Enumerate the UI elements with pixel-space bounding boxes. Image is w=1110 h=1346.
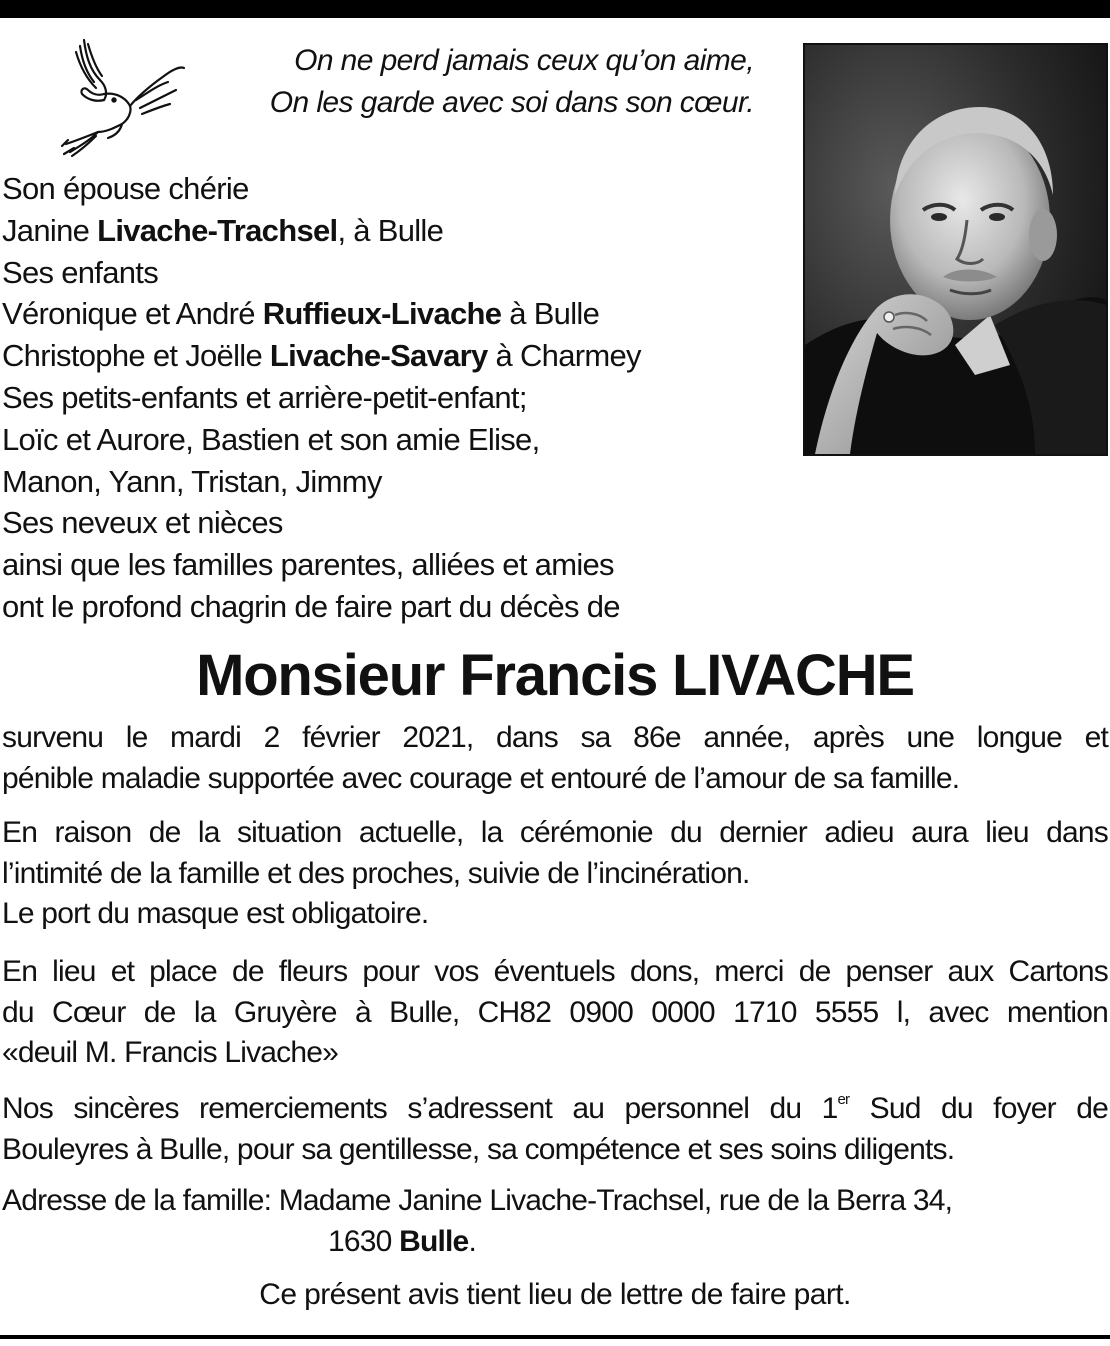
- donations-line: En lieu et place de fleurs pour vos éventuels dons, merci de penser aux Cartons: [2, 955, 1108, 988]
- child1-place: à Bulle: [501, 296, 600, 332]
- donations-paragraph: [2, 952, 1108, 1074]
- spouse-surname: Livache-Trachsel: [97, 212, 338, 248]
- bottom-rule: [0, 1335, 1110, 1339]
- thanks-line: Bouleyres à Bulle, pour sa gentillesse, sa compétence et ses soins diligents.: [2, 1132, 955, 1166]
- address-city-suffix: .: [468, 1224, 476, 1258]
- spouse-intro: Son épouse chérie: [2, 171, 249, 206]
- ceremony-paragraph: [2, 813, 1108, 935]
- top-rule: [0, 0, 1110, 18]
- spouse-place: , à Bulle: [337, 212, 444, 248]
- child2-place: à Charmey: [487, 338, 641, 374]
- deceased-name: Monsieur Francis LIVACHE: [196, 643, 914, 708]
- child-line-1: [2, 293, 792, 335]
- child1-surname: Ruffieux-Livache: [262, 296, 502, 332]
- address-city: Bulle: [399, 1224, 469, 1258]
- address-line: Adresse de la famille: Madame Janine Livache-Trachsel, rue de la Berra 34,: [2, 1184, 953, 1217]
- death-paragraph: [2, 718, 1108, 799]
- closing-note: Ce présent avis tient lieu de lettre de faire part.: [259, 1278, 851, 1311]
- announcement-line: ont le profond chagrin de faire part du décès de: [2, 588, 620, 624]
- spouse-first: Janine: [2, 212, 98, 248]
- grandchildren-line-2: Manon, Yann, Tristan, Jimmy: [2, 463, 382, 499]
- relatives-line: ainsi que les familles parentes, alliées et amies: [2, 547, 614, 583]
- epigraph-line: On les garde avec soi dans son cœur.: [269, 86, 754, 119]
- address-postcode: 1630: [328, 1224, 400, 1258]
- family-list: [2, 168, 792, 628]
- address-paragraph: [2, 1181, 1108, 1262]
- thanks-line: [2, 1089, 1108, 1130]
- epigraph-line: On ne perd jamais ceux qu’on aime,: [294, 44, 754, 77]
- thanks-superscript: er: [837, 1091, 850, 1108]
- spouse-line: [2, 210, 792, 252]
- grandchildren-line-1: Loïc et Aurore, Bastien et son amie Elise,: [2, 421, 540, 457]
- donations-line: «deuil M. Francis Livache»: [2, 1036, 339, 1069]
- thanks-text-b: Sud du foyer de: [849, 1092, 1108, 1125]
- thanks-paragraph: [2, 1089, 1108, 1170]
- child2-surname: Livache-Savary: [269, 338, 488, 374]
- child1-first: Véronique et André: [2, 296, 263, 332]
- epigraph: [150, 40, 754, 124]
- death-line: pénible maladie supportée avec courage et entouré de l’amour de sa famille.: [2, 761, 960, 795]
- grandchildren-intro: Ses petits-enfants et arrière-petit-enfant;: [2, 379, 527, 415]
- ceremony-line: En raison de la situation actuelle, la cérémonie du dernier adieu aura lieu dans: [2, 816, 1108, 849]
- ceremony-line: l’intimité de la famille et des proches, suivie de l’incinération.: [2, 856, 750, 890]
- nephews-line: Ses neveux et nièces: [2, 505, 283, 541]
- portrait-photo: [803, 43, 1108, 456]
- children-intro: Ses enfants: [2, 254, 159, 290]
- donations-line: du Cœur de la Gruyère à Bulle, CH82 0900 0000 1710 5555 l, avec mention: [2, 995, 1108, 1029]
- ceremony-line: Le port du masque est obligatoire.: [2, 897, 429, 930]
- thanks-text-a: Nos sincères remerciements s’adressent au personnel du 1: [2, 1092, 838, 1125]
- address-line-2: [2, 1222, 1108, 1263]
- child2-first: Christophe et Joëlle: [2, 338, 270, 374]
- child-line-2: [2, 335, 792, 377]
- death-line: survenu le mardi 2 février 2021, dans sa 86e année, après une longue et: [2, 721, 1108, 754]
